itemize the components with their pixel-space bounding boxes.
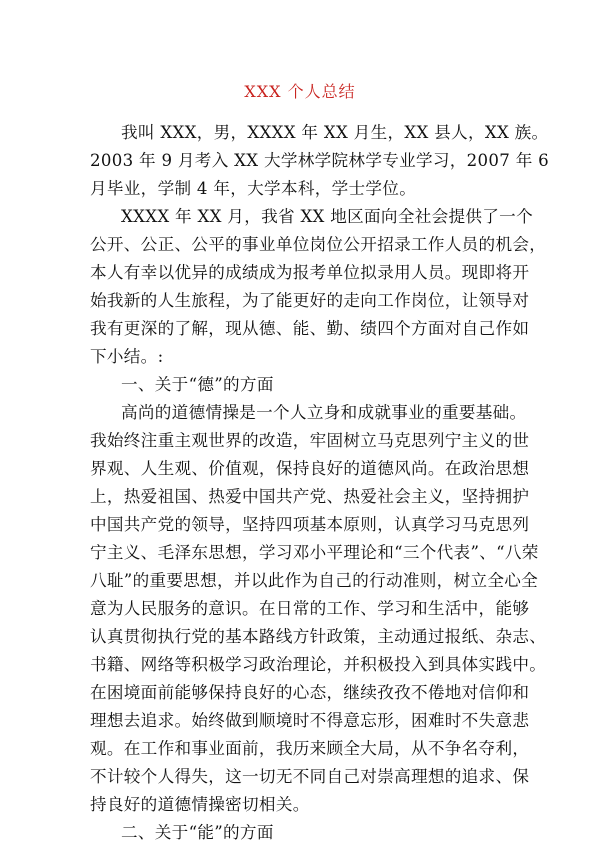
text-line: 公开、公正、公平的事业单位岗位公开招录工作人员的机会，	[90, 235, 547, 254]
text-line: 持良好的道德情操密切相关。	[90, 795, 310, 814]
section-heading: 一、关于“德”的方面	[121, 375, 274, 394]
text-line: 始我新的人生旅程，为了能更好的走向工作岗位，让领导对	[90, 291, 530, 310]
text-line: XXXX 年 XX 月，我省 XX 地区面向全社会提供了一个	[121, 207, 533, 226]
text-line: 观。在工作和事业面前，我历来顾全大局，从不争名夺利，	[90, 739, 530, 758]
document-title: XXX 个人总结	[244, 82, 356, 101]
section-heading: 二、关于“能”的方面	[121, 823, 274, 842]
text-line: 高尚的道德情操是一个人立身和成就事业的重要基础。	[121, 403, 527, 422]
text-line: 宁主义、毛泽东思想，学习邓小平理论和“三个代表”、“八荣	[90, 543, 539, 562]
text-line: 八耻”的重要思想，并以此作为自己的行动准则，树立全心全	[90, 571, 539, 590]
text-line: 认真贯彻执行党的基本路线方针政策，主动通过报纸、杂志、	[90, 627, 547, 646]
text-line: 理想去追求。始终做到顺境时不得意忘形，困难时不失意悲	[90, 711, 530, 730]
text-line: 上，热爱祖国、热爱中国共产党、热爱社会主义，坚持拥护	[90, 487, 530, 506]
text-line: 下小结。:	[90, 347, 164, 366]
text-line: 中国共产党的领导，坚持四项基本原则，认真学习马克思列	[90, 515, 530, 534]
text-line: 书籍、网络等积极学习政治理论，并积极投入到具体实践中。	[90, 655, 547, 674]
text-line: 本人有幸以优异的成绩成为报考单位拟录用人员。现即将开	[90, 263, 530, 282]
text-line: 我始终注重主观世界的改造，牢固树立马克思列宁主义的世	[90, 431, 530, 450]
text-line: 不计较个人得失，这一切无不同自己对崇高理想的追求、保	[90, 767, 530, 786]
text-line: 意为人民服务的意识。在日常的工作、学习和生活中，能够	[90, 599, 530, 618]
text-line: 月毕业，学制 4 年，大学本科，学士学位。	[90, 179, 417, 198]
text-line: 2003 年 9 月考入 XX 大学林学院林学专业学习，2007 年 6	[90, 151, 550, 170]
text-line: 界观、人生观、价值观，保持良好的道德风尚。在政治思想	[90, 459, 530, 478]
text-line: 在困境面前能够保持良好的心态，继续孜孜不倦地对信仰和	[90, 683, 530, 702]
text-line: 我有更深的了解，现从德、能、勤、绩四个方面对自己作如	[90, 319, 530, 338]
text-line: 我叫 XXX，男，XXXX 年 XX 月生，XX 县人，XX 族。	[121, 123, 549, 142]
